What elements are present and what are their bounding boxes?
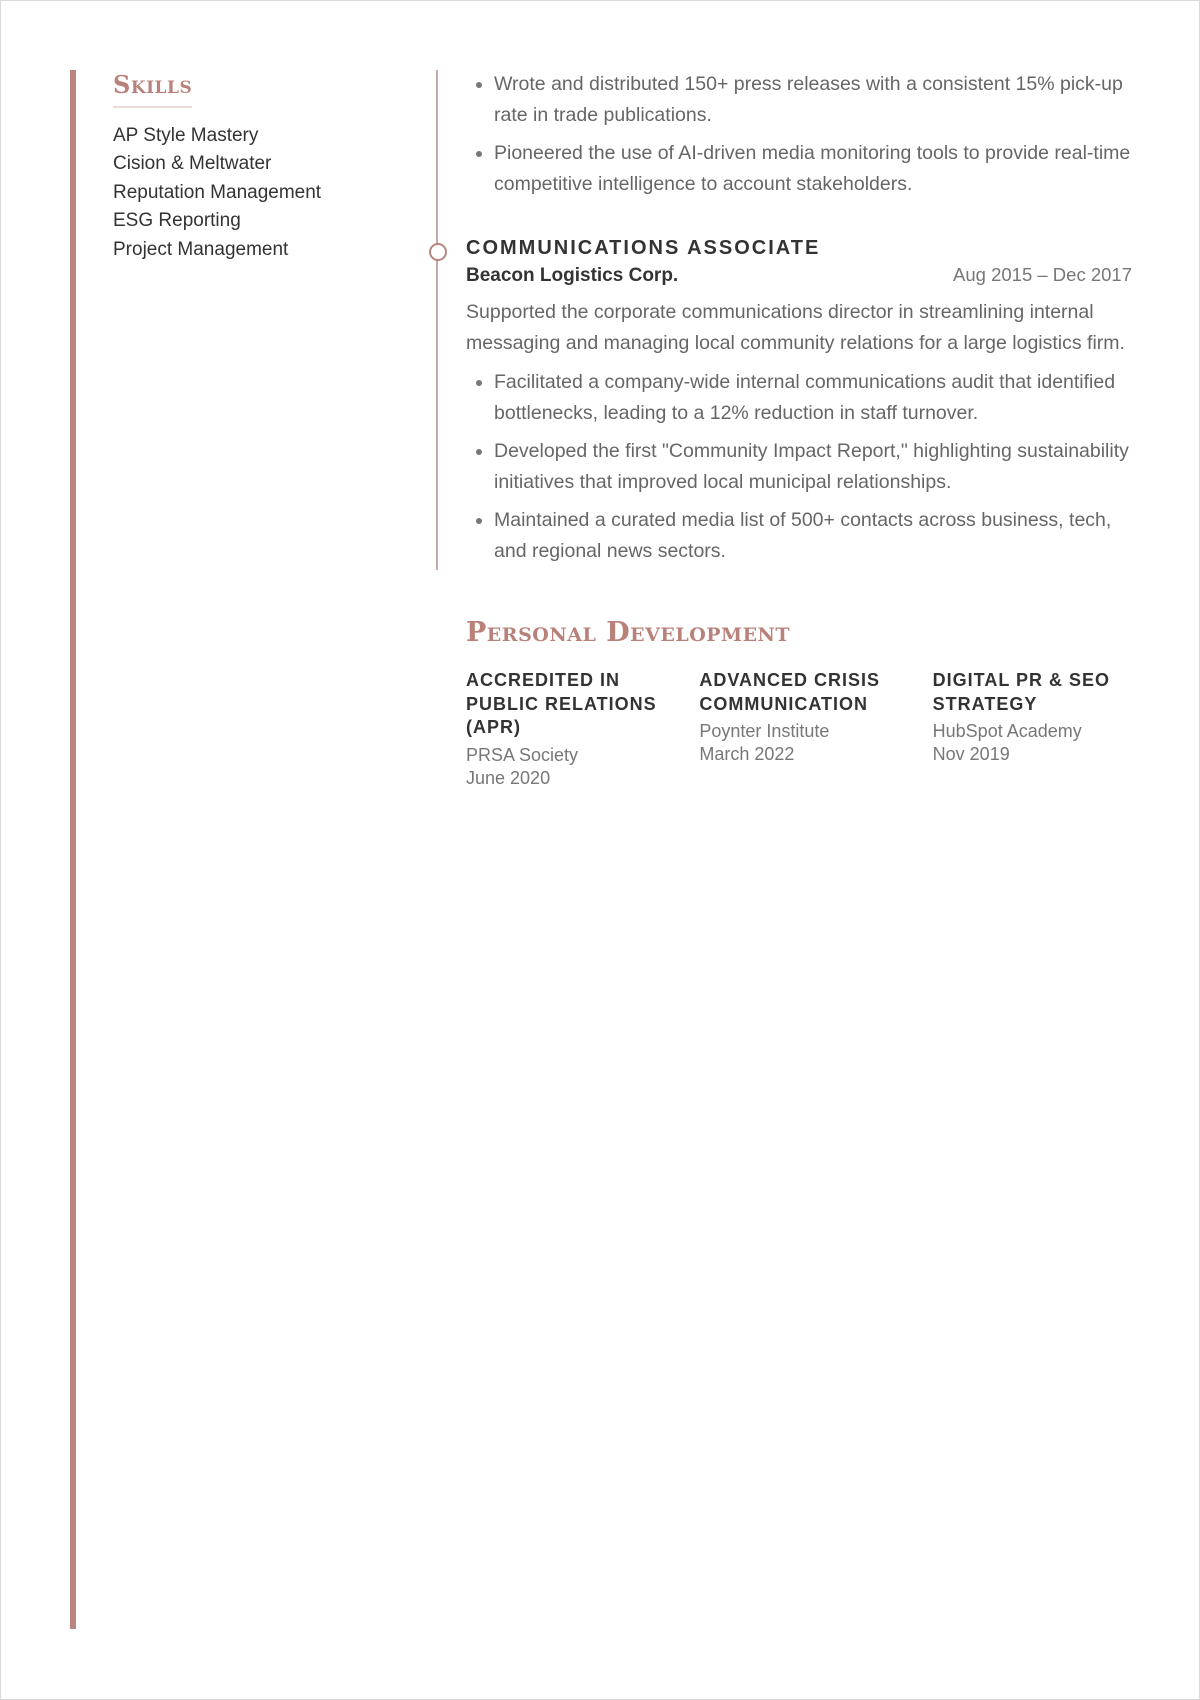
job-meta bbox=[466, 264, 1132, 287]
accent-bar bbox=[70, 70, 76, 1629]
experience-section bbox=[466, 69, 1132, 574]
job-dates: Aug 2015 – Dec 2017 bbox=[953, 264, 1132, 285]
skill-item: AP Style Mastery bbox=[113, 124, 259, 146]
bullet-item: • Developed the first "Community Impact Report," highlighting sustainability initiatives that improved local municipal relationships. bbox=[494, 436, 1132, 497]
bullet-item: • Facilitated a company-wide internal communications audit that identified bottlenecks, leading to a 12% reduction in staff turnover. bbox=[494, 367, 1132, 428]
job-description: Supported the corporate communications director in streamlining internal messaging and managing local community relations for a large logistics firm. bbox=[466, 301, 1125, 354]
certification-item bbox=[933, 669, 1166, 790]
personal-development-heading: Personal Development bbox=[466, 617, 791, 648]
skills-list bbox=[113, 122, 413, 265]
job-bullets bbox=[466, 367, 1132, 566]
certification-date: Nov 2019 bbox=[932, 744, 1010, 764]
certification-title: ACCREDITED IN PUBLIC RELATIONS (APR) bbox=[466, 670, 657, 737]
personal-development-section bbox=[466, 615, 1166, 790]
job-title: COMMUNICATIONS ASSOCIATE bbox=[466, 237, 821, 259]
certification-title: DIGITAL PR & SEO STRATEGY bbox=[932, 670, 1111, 714]
certification-date: June 2020 bbox=[466, 767, 551, 788]
skill-item: Project Management bbox=[113, 238, 289, 260]
certification-org: HubSpot Academy bbox=[932, 721, 1082, 741]
certification-title: ADVANCED CRISIS COMMUNICATION bbox=[699, 670, 881, 714]
bullet-item: • Wrote and distributed 150+ press releases with a consistent 15% pick-up rate in trade publications. bbox=[494, 69, 1132, 130]
certification-item bbox=[466, 669, 699, 790]
bullet-item: • Maintained a curated media list of 500+ contacts across business, tech, and regional news sectors. bbox=[494, 505, 1132, 566]
sidebar bbox=[113, 71, 413, 264]
prior-job-bullets bbox=[466, 69, 1132, 199]
certification-date: March 2022 bbox=[699, 744, 795, 764]
skill-item: Cision & Meltwater bbox=[113, 153, 272, 175]
certification-item bbox=[699, 669, 932, 790]
job-entry bbox=[466, 234, 1132, 566]
timeline-dot bbox=[429, 243, 447, 261]
company-name: Beacon Logistics Corp. bbox=[466, 265, 679, 286]
timeline-line bbox=[436, 70, 438, 570]
skills-heading: Skills bbox=[113, 71, 192, 108]
skill-item: Reputation Management bbox=[113, 181, 322, 203]
bullet-item: • Pioneered the use of AI-driven media monitoring tools to provide real-time competitive intelligence to account stakeholders. bbox=[494, 138, 1132, 199]
certification-org: PRSA Society bbox=[466, 744, 579, 765]
skill-item: ESG Reporting bbox=[113, 210, 241, 232]
certification-org: Poynter Institute bbox=[699, 721, 830, 741]
certifications-grid bbox=[466, 669, 1166, 790]
